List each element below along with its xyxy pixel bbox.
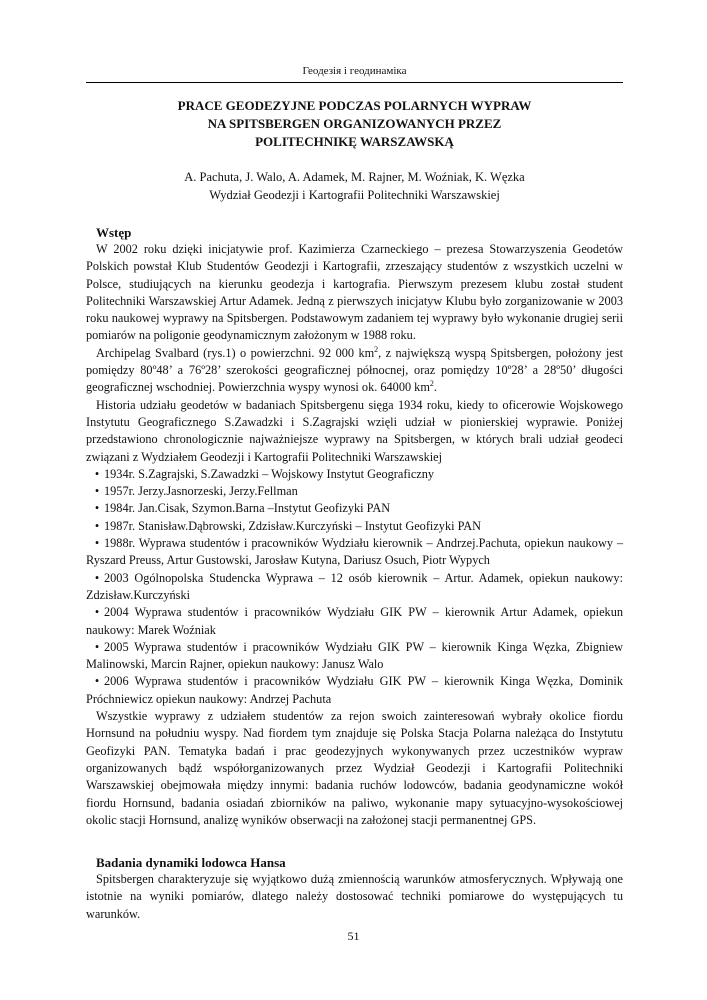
- section-spacer: [86, 829, 623, 842]
- paragraph: [86, 345, 623, 397]
- page-content: [86, 64, 623, 923]
- list-item: [86, 570, 623, 605]
- list-item: [86, 604, 623, 639]
- running-head: Геодезія і геодинаміка: [302, 65, 407, 77]
- bullet-icon: •: [94, 639, 100, 654]
- authors: A. Pachuta, J. Walo, A. Adamek, M. Rajner, M. Woźniak, K. Węzka: [184, 170, 525, 184]
- section-body-hansa: [86, 871, 623, 923]
- list-item-text: 1957r. Jerzy.Jasnorzeski, Jerzy.Fellman: [104, 484, 298, 499]
- header-rule: [86, 82, 623, 83]
- list-item-text: 2003 Ogólnopolska Studencka Wyprawa – 12 osób kierownik – Artur. Adamek, opiekun naukowy: Zdzisław.Kurczyński: [86, 570, 623, 602]
- section-heading-hansa: Badania dynamiki lodowca Hansa: [96, 855, 286, 871]
- paragraph: W 2002 roku dzięki inicjatywie prof. Kazimierza Czarneckiego – prezesa Stowarzyszenia Geodetów Polskich powstał Klub Studentów Geodezji i Kartografii, zrzeszający studentów z wszystkich uczelni w Polsce, studiujących na kierunku geodezja i kartografia. Pierwszym prezesem klubu został student Politechniki Warszawskiej Artur Adamek. Jedną z pierwszych inicjatyw Klubu było zorganizowanie w 2003 roku naukowej wyprawy na Spitsbergen. Podstawowym zadaniem tej wyprawy było wykonanie drugiej serii pomiarów na poligonie geodynamicznym założonym w 1988 roku.: [86, 242, 623, 343]
- list-item-text: 1988r. Wyprawa studentów i pracowników Wydziału kierownik – Andrzej.Pachuta, opiekun naukowy – Ryszard Preuss, Artur Gustowski, Jarosław Kutyna, Dariusz Osuch, Piotr Wypych: [86, 536, 623, 568]
- paragraph-text: , z największą wyspą Spitsbergen, położony jest pomiędzy 80º48’ a 76º28’ szerokości geograficznej północnej, oraz pomiędzy 10º28’ a 28º50’ długości geograficznej wschodniej. Powierzchnia wyspy wynosi ok. 64000 km: [86, 345, 623, 395]
- list-item: [86, 466, 623, 483]
- bullet-icon: •: [94, 605, 100, 620]
- bullet-icon: •: [94, 466, 100, 481]
- list-item: [86, 673, 623, 708]
- bullet-icon: •: [94, 484, 100, 499]
- title-line: PRACE GEODEZYJNE PODCZAS POLARNYCH WYPRAW: [177, 98, 532, 113]
- paragraph: Wszystkie wyprawy z udziałem studentów za rejon swoich zainteresowań wybrały okolice fiordu Hornsund na południu wyspy. Nad fiordem tym znajduje się Polska Stacja Polarna należąca do Instytutu Geofizyki PAN. Tematyka badań i prac geodezyjnych wykonywanych przez uczestników wypraw organizowanych bądź współorganizowanych przez Wydział Geodezji i Kartografii Politechniki Warszawskiej obejmowała między innymi: badania ruchów lodowców, badania geodynamiczne wokół fiordu Hornsund, badania osiadań zbiorników na paliwo, wykonanie mapy sytuacyjno-wysokościowej okolic stacji Hornsund, analizę wyników obserwacji na założonej stacji permanentnej GPS.: [86, 709, 623, 827]
- paragraph: Historia udziału geodetów w badaniach Spitsbergenu sięga 1934 roku, kiedy to oficerowie Wojskowego Instytutu Geograficznego S.Zawadzki i S.Zagrajski wzięli udział w pionierskiej wyprawie. Poniżej przedstawiono chronologicznie najważniejsze wyprawy na Spitsbergen, w których brali udział geodeci związani z Wydziałem Geodezji i Kartografii Politechniki Warszawskiej: [86, 397, 623, 464]
- bullet-icon: •: [94, 536, 100, 551]
- bullet-icon: •: [94, 501, 100, 516]
- title-line: POLITECHNIKĘ WARSZAWSKĄ: [255, 134, 454, 149]
- paragraph-text: .: [433, 380, 437, 395]
- paragraph: Spitsbergen charakteryzuje się wyjątkowo dużą zmiennością warunków atmosferycznych. Wpływają one istotnie na wyniki pomiarów, dlatego należy dostosować techniki pomiarowe do występujących tu warunków.: [86, 872, 623, 921]
- list-item-text: 2006 Wyprawa studentów i pracowników Wydziału GIK PW – kierownik Kinga Węzka, Dominik Próchniewicz opiekun naukowy: Andrzej Pachuta: [86, 674, 623, 706]
- bullet-icon: •: [94, 518, 100, 533]
- list-item: [86, 639, 623, 674]
- list-item: [86, 500, 623, 517]
- section-body-intro: [86, 241, 623, 829]
- section-heading-intro: Wstęp: [96, 225, 132, 240]
- list-item-text: 2005 Wyprawa studentów i pracowników Wydziału GIK PW – kierownik Kinga Węzka, Zbigniew Malinowski, Marcin Rajner, opiekun naukowy: Janusz Walo: [86, 639, 623, 672]
- list-item-text: 1984r. Jan.Cisak, Szymon.Barna –Instytut Geofizyki PAN: [104, 501, 391, 516]
- page-number: 51: [347, 929, 360, 943]
- list-item-text: 1987r. Stanisław.Dąbrowski, Zdzisław.Kurczyński – Instytut Geofizyki PAN: [104, 518, 482, 533]
- expedition-list: [86, 466, 623, 708]
- list-item-text: 1934r. S.Zagrajski, S.Zawadzki – Wojskowy Instytut Geograficzny: [104, 466, 435, 481]
- bullet-icon: •: [94, 570, 100, 585]
- list-item: [86, 518, 623, 535]
- superscript: 2: [374, 344, 379, 354]
- list-item-text: 2004 Wyprawa studentów i pracowników Wydziału GIK PW – kierownik Artur Adamek, opiekun naukowy: Marek Woźniak: [86, 605, 623, 637]
- paper-title: [86, 97, 623, 151]
- list-item: [86, 483, 623, 500]
- bullet-icon: •: [94, 674, 100, 689]
- affiliation: Wydział Geodezji i Kartografii Politechniki Warszawskiej: [209, 188, 500, 202]
- paragraph-text: Archipelag Svalbard (rys.1) o powierzchni. 92 000 km: [96, 345, 375, 360]
- author-block: [86, 168, 623, 204]
- title-line: NA SPITSBERGEN ORGANIZOWANYCH PRZEZ: [207, 116, 502, 131]
- list-item: [86, 535, 623, 570]
- superscript: 2: [429, 379, 434, 389]
